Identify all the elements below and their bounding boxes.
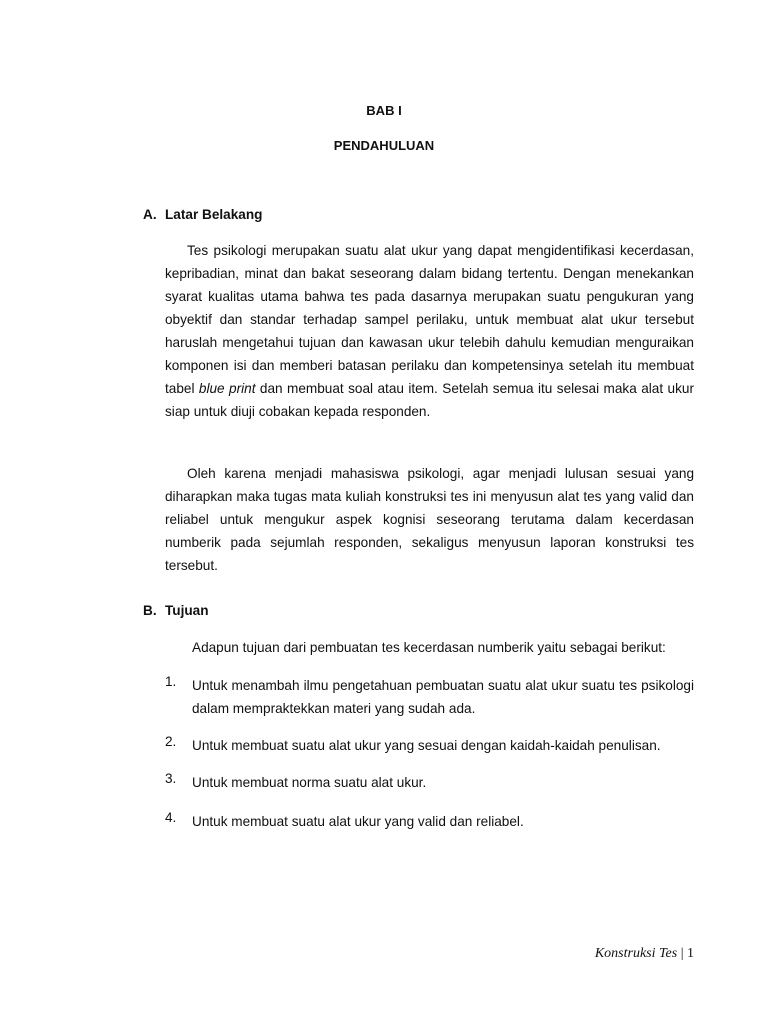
footer-separator: |	[680, 946, 684, 961]
purpose-list-item-2	[165, 734, 694, 757]
list-item-number: 1.	[165, 674, 177, 689]
list-item-text: Untuk membuat suatu alat ukur yang valid dan reliabel.	[192, 814, 524, 829]
list-item-text: Untuk membuat norma suatu alat ukur.	[192, 775, 427, 790]
purpose-list-item-1	[165, 674, 694, 720]
list-item-number: 4.	[165, 810, 177, 825]
section-a-title: Latar Belakang	[165, 207, 263, 222]
chapter-title: PENDAHULUAN	[333, 138, 435, 153]
section-a-letter: A.	[143, 207, 157, 222]
purpose-list-item-4	[165, 810, 694, 833]
section-b-letter: B.	[143, 603, 157, 618]
background-paragraph-1	[165, 239, 694, 423]
list-item-text: Untuk membuat suatu alat ukur yang sesuai dengan kaidah-kaidah penulisan.	[192, 738, 661, 753]
list-item-number: 2.	[165, 734, 177, 749]
section-a-heading	[143, 207, 262, 222]
footer-label: Konstruksi Tes	[594, 946, 678, 961]
paragraph-1-text-start: Tes psikologi merupakan suatu alat ukur yang dapat mengidentifikasi kecerdasan, kepribadian, minat dan bakat seseorang dalam bidang tertentu. Dengan menekankan syarat kualitas utama bahwa tes pada dasarnya merupakan suatu pengukuran yang obyektif dan standar terhadap sampel perilaku, untuk membuat alat ukur tersebut haruslah mengetahui tujuan dan kawasan ukur telebih dahulu kemudian menguraikan komponen isi dan memberi batasan perilaku dan kompetensinya setelah itu membuat tabel	[165, 243, 694, 396]
background-paragraph-2: Oleh karena menjadi mahasiswa psikologi, agar menjadi lulusan sesuai yang diharapkan maka tugas mata kuliah konstruksi tes ini menyusun alat tes yang valid dan reliabel untuk mengukur aspek kognisi seseorang terutama dalam kecerdasan numberik pada sejumlah responden, sekaligus menyusun laporan konstruksi tes tersebut.	[165, 466, 694, 573]
chapter-label: BAB I	[366, 103, 402, 118]
page-number: 1	[687, 946, 694, 961]
paragraph-1-text-end: dan membuat soal atau item. Setelah semua itu selesai maka alat ukur siap untuk diuji cobakan kepada responden.	[165, 381, 694, 419]
list-item-text: Untuk menambah ilmu pengetahuan pembuatan suatu alat ukur suatu tes psikologi dalam mempraktekkan materi yang sudah ada.	[192, 678, 694, 716]
purpose-list-item-3	[165, 771, 694, 794]
page-footer	[595, 946, 694, 962]
list-item-number: 3.	[165, 771, 177, 786]
paragraph-1-italic-term: blue print	[198, 381, 256, 396]
purpose-intro: Adapun tujuan dari pembuatan tes kecerdasan numberik yaitu sebagai berikut:	[192, 640, 666, 655]
section-b-heading	[143, 603, 209, 618]
section-b-title: Tujuan	[165, 603, 209, 618]
